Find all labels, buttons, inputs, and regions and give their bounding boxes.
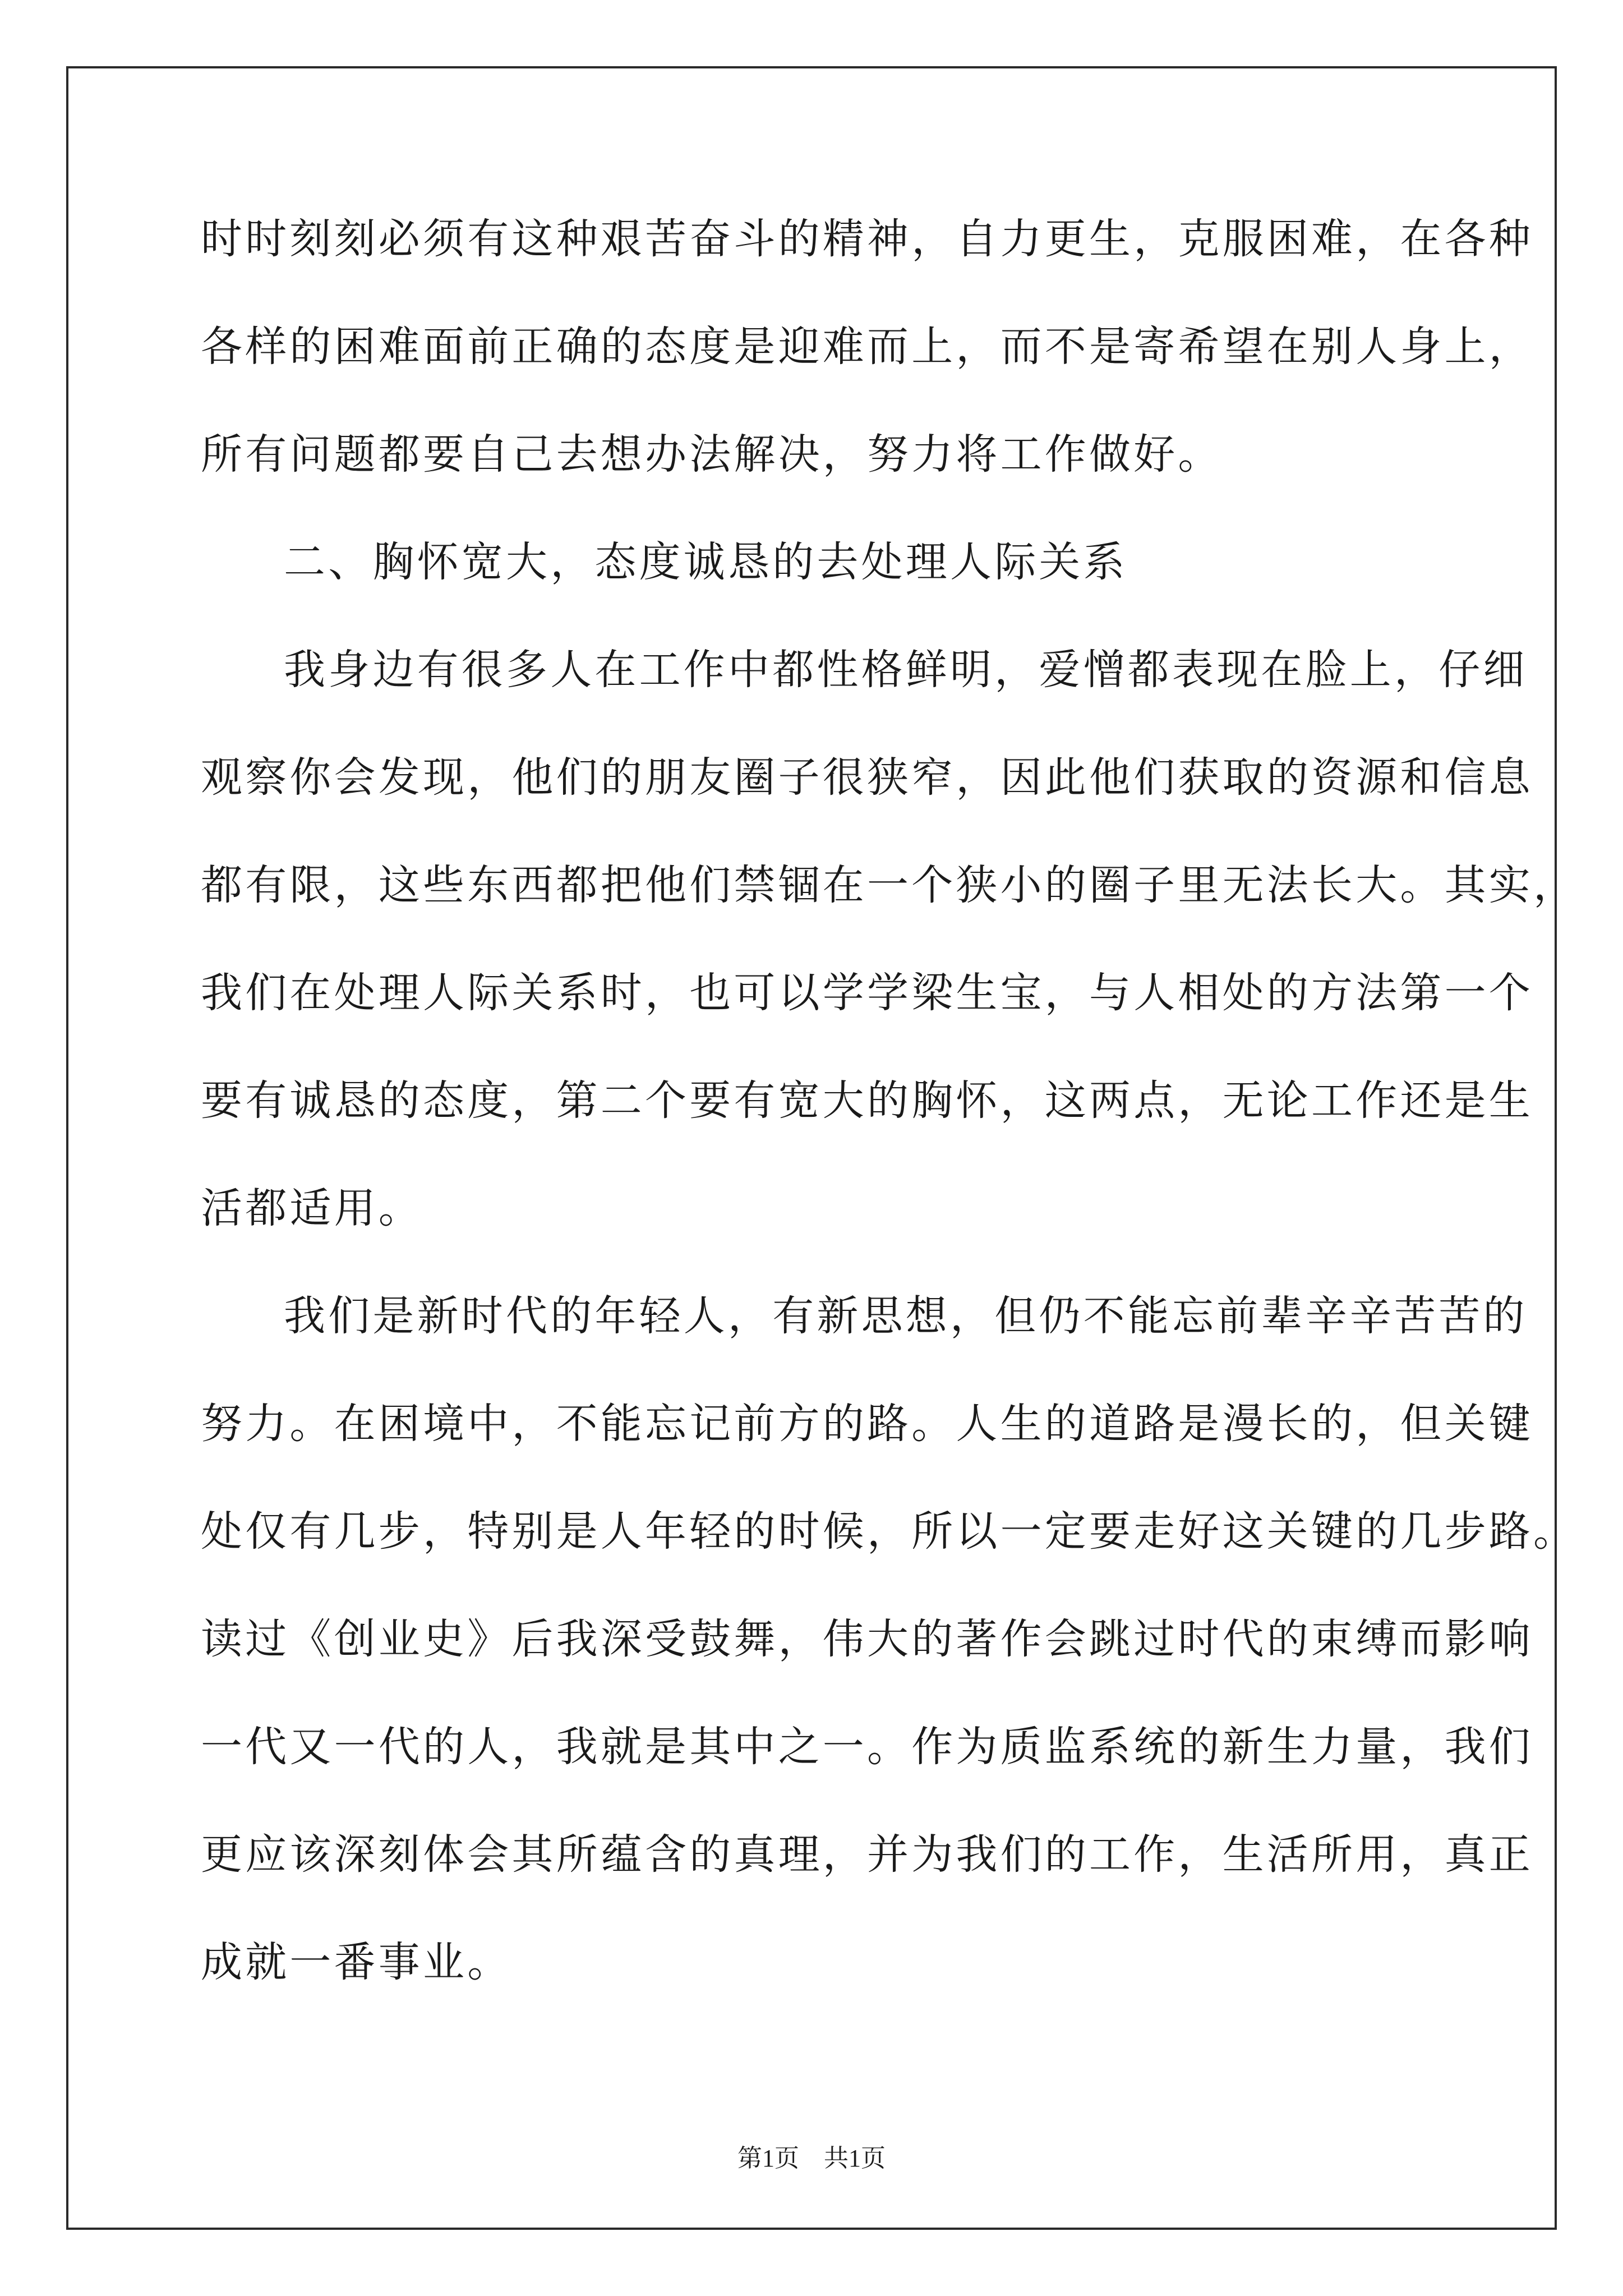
paragraph-line: 各样的困难面前正确的态度是迎难而上，而不是寄希望在别人身上，	[201, 323, 1533, 371]
paragraph-line: 观察你会发现，他们的朋友圈子很狭窄，因此他们获取的资源和信息	[201, 753, 1533, 802]
paragraph-line: 时时刻刻必须有这种艰苦奋斗的精神，自力更生，克服困难，在各种	[201, 215, 1533, 263]
paragraph-line: 一代又一代的人，我就是其中之一。作为质监系统的新生力量，我们	[201, 1723, 1533, 1771]
paragraph-line: 我们是新时代的年轻人，有新思想，但仍不能忘前辈辛辛苦苦的	[284, 1292, 1528, 1340]
paragraph-line: 读过《创业史》后我深受鼓舞，伟大的著作会跳过时代的束缚而影响	[201, 1615, 1533, 1663]
paragraph-line: 要有诚恳的态度，第二个要有宽大的胸怀，这两点，无论工作还是生	[201, 1076, 1533, 1125]
page-border	[66, 66, 1557, 2230]
page-number-footer: 第1页 共1页	[737, 2145, 886, 2172]
paragraph-line: 努力。在困境中，不能忘记前方的路。人生的道路是漫长的，但关键	[201, 1400, 1533, 1448]
paragraph-line: 都有限，这些东西都把他们禁锢在一个狭小的圈子里无法长大。其实，	[201, 861, 1578, 909]
paragraph-line: 处仅有几步，特别是人年轻的时候，所以一定要走好这关键的几步路。	[201, 1507, 1578, 1556]
paragraph-line: 所有问题都要自己去想办法解决，努力将工作做好。	[201, 430, 1223, 478]
section-heading: 二、胸怀宽大，态度诚恳的去处理人际关系	[284, 538, 1128, 586]
paragraph-line: 我身边有很多人在工作中都性格鲜明，爱憎都表现在脸上，仔细	[284, 646, 1528, 694]
paragraph-line: 更应该深刻体会其所蕴含的真理，并为我们的工作，生活所用，真正	[201, 1830, 1533, 1879]
paragraph-line: 成就一番事业。	[201, 1938, 512, 1986]
paragraph-line: 我们在处理人际关系时，也可以学学梁生宝，与人相处的方法第一个	[201, 969, 1533, 1017]
paragraph-line: 活都适用。	[201, 1184, 423, 1232]
